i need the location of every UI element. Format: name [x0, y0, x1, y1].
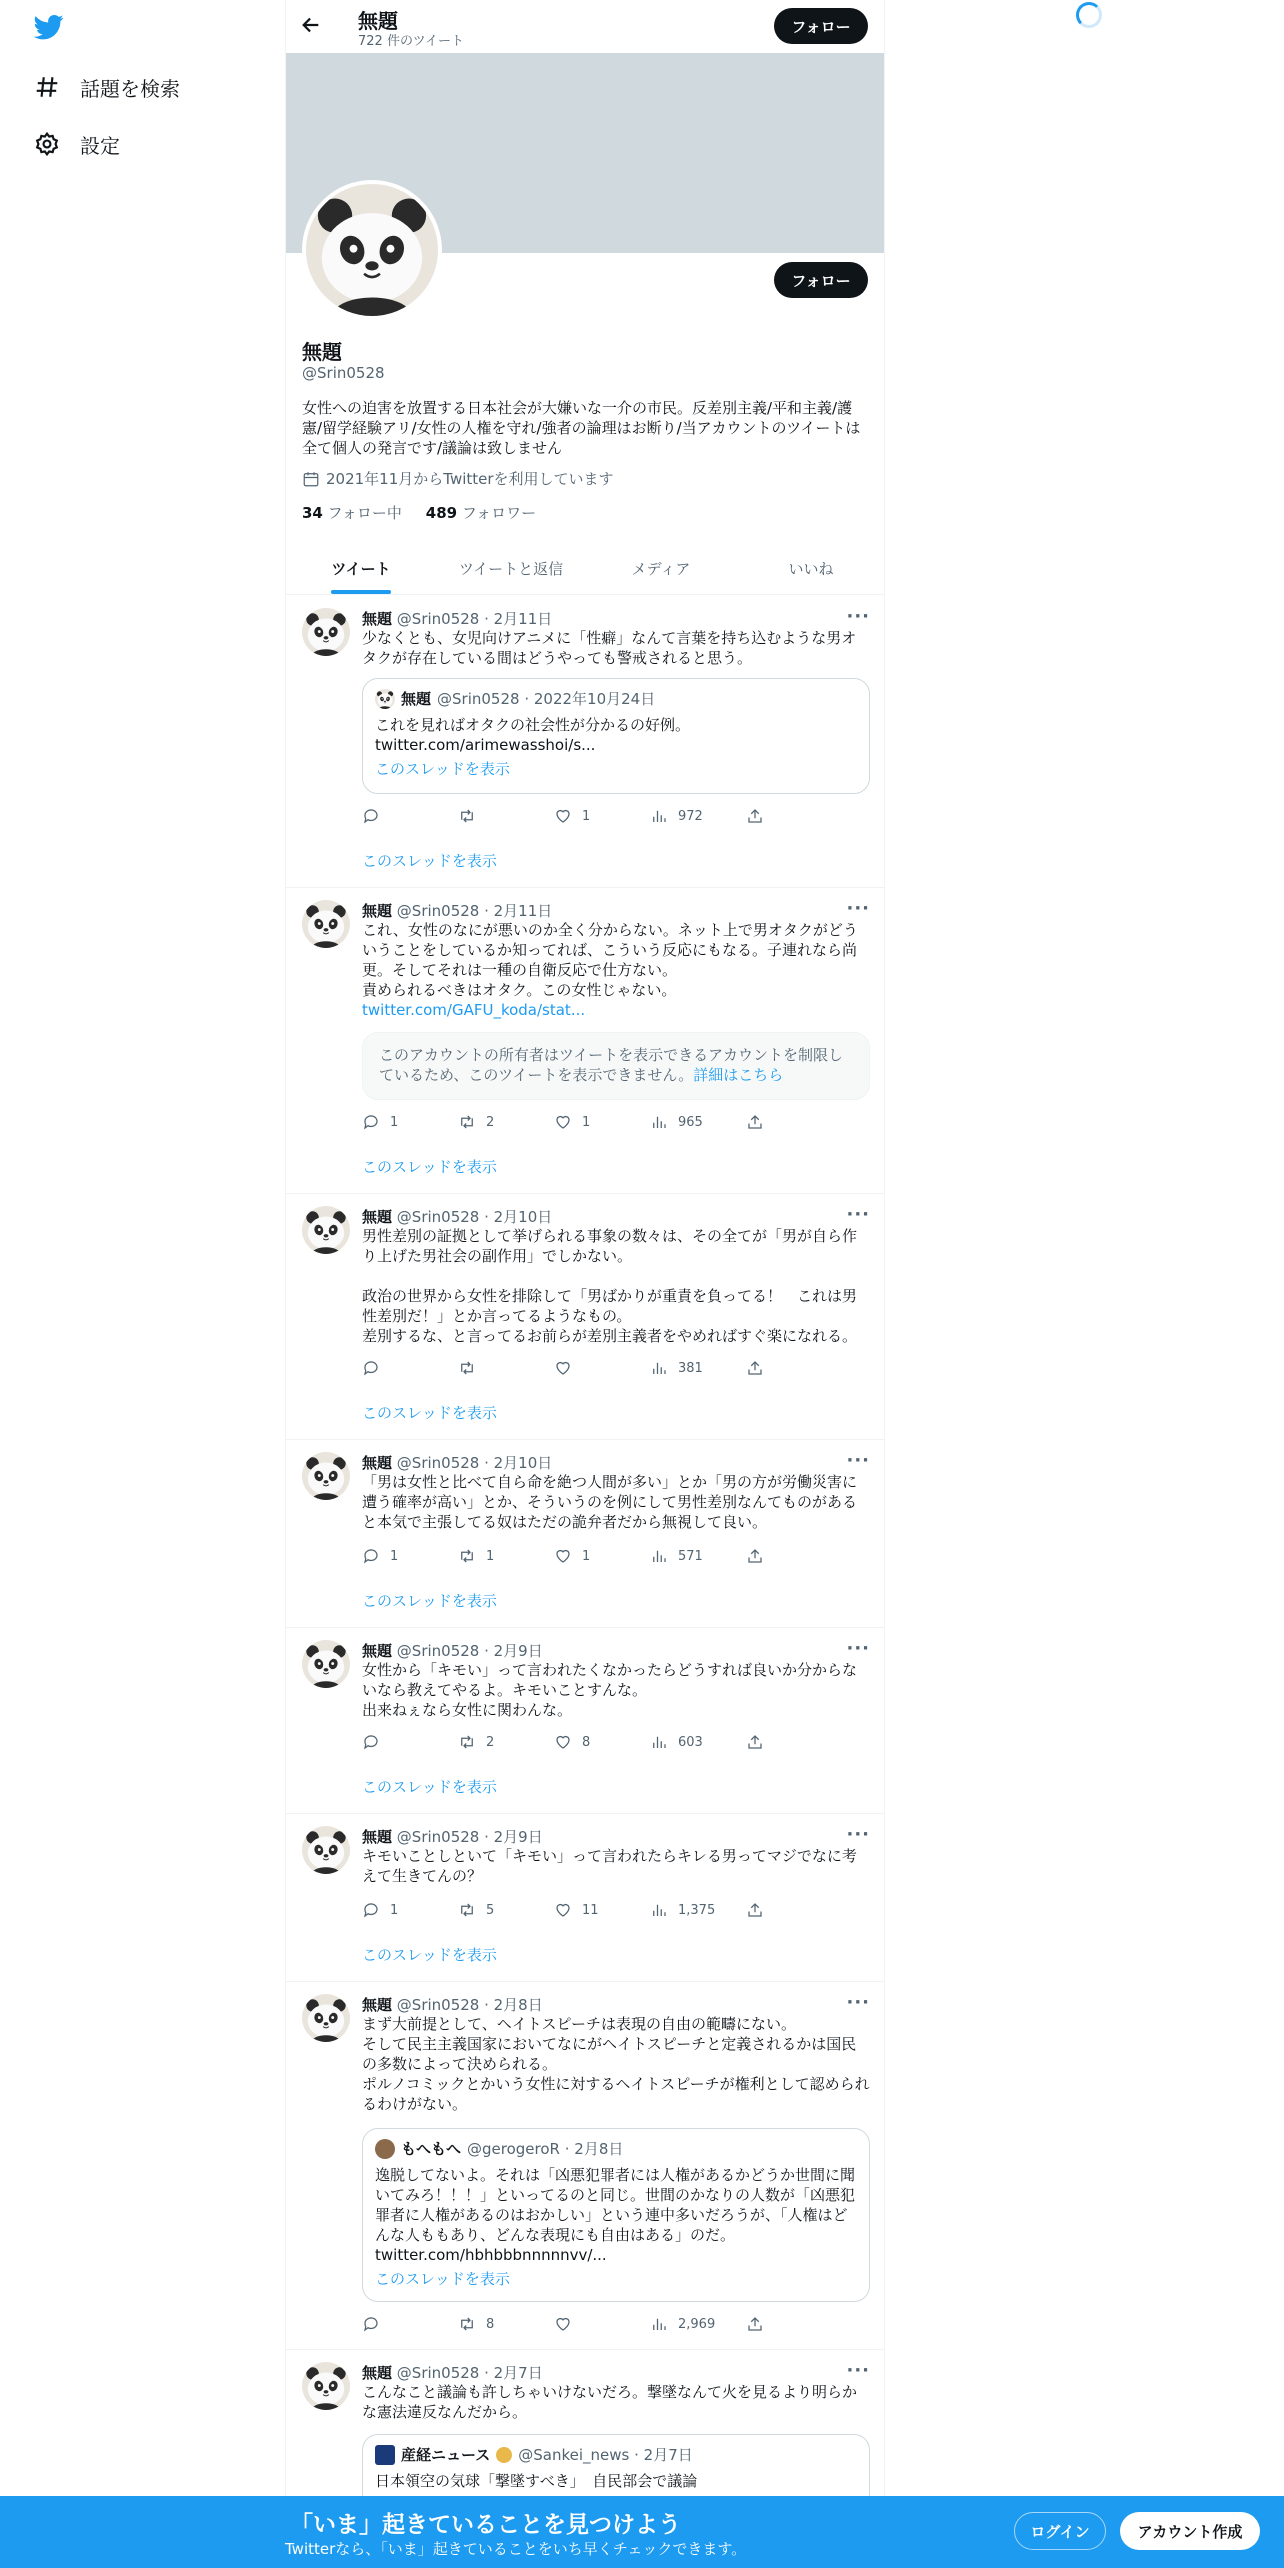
- view-count: 2,969: [678, 2316, 716, 2332]
- signup-bottom-bar: [0, 2496, 1284, 2568]
- views-chart-icon: [650, 1113, 668, 1131]
- views-chart-icon: [650, 1547, 668, 1565]
- share-button[interactable]: [746, 1358, 764, 1378]
- heart-icon: [554, 1547, 572, 1565]
- tweet-header: [362, 1826, 543, 1847]
- tweet-meta[interactable]: @Srin0528 · 2月11日: [396, 610, 553, 628]
- follow-button[interactable]: フォロー: [774, 262, 868, 298]
- retweet-button[interactable]: [458, 2314, 554, 2334]
- tweet-author[interactable]: 無題: [362, 902, 393, 920]
- show-thread-link[interactable]: このスレッドを表示: [362, 1778, 497, 1796]
- reply-icon: [362, 1113, 380, 1131]
- like-button[interactable]: [554, 806, 650, 826]
- views-button[interactable]: [650, 1112, 746, 1132]
- header-tweet-count: 722 件のツイート: [358, 34, 465, 49]
- panda-avatar-image: [302, 1452, 350, 1500]
- quote-header: [375, 689, 857, 709]
- like-count: 11: [582, 1902, 599, 1918]
- views-button[interactable]: [650, 806, 746, 826]
- reply-button[interactable]: [362, 1900, 458, 1920]
- views-chart-icon: [650, 2315, 668, 2333]
- share-icon: [746, 807, 764, 825]
- tweet-avatar[interactable]: [302, 1206, 350, 1254]
- tab-likes[interactable]: いいね: [788, 559, 834, 578]
- tweet-actions: [362, 806, 792, 826]
- tweet-avatar[interactable]: [302, 1994, 350, 2042]
- tweet-author[interactable]: 無題: [362, 2364, 393, 2382]
- tab-tweets[interactable]: ツイート: [286, 542, 436, 594]
- tweet-avatar[interactable]: [302, 608, 350, 656]
- reply-button[interactable]: [362, 1546, 458, 1566]
- more-icon[interactable]: ···: [846, 1992, 870, 2013]
- panda-avatar-image: [306, 184, 438, 316]
- retweet-count: 5: [486, 1902, 495, 1918]
- loading-spinner: [1076, 2, 1102, 28]
- tweet-text: 「男は女性と比べて自ら命を絶つ人間が多い」とか「男の方が労働災害に遭う確率が高い」とか、そういうのを例にして男性差別なんてものがあると本気で主張してる奴はただの詭弁者だから無視して良い。: [362, 1473, 858, 1531]
- panda-avatar-image: [302, 1826, 350, 1874]
- retweet-icon: [458, 2315, 476, 2333]
- followers-label: フォロワー: [461, 504, 537, 522]
- tweet[interactable]: [286, 1628, 885, 1814]
- tweet-text-body: これ、女性のなにが悪いのか全く分からない。ネット上で男オタクがどういうことをしているか知ってれば、こういう反応にもなる。子連れなら尚更。そしてそれは一種の自衛反応で仕方ない。 責められるべきはオタク。この女性じゃない。: [362, 921, 858, 999]
- share-icon: [746, 2315, 764, 2333]
- retweet-button[interactable]: [458, 806, 554, 826]
- share-icon: [746, 1733, 764, 1751]
- nav-explore-label: 話題を検索: [80, 76, 180, 101]
- views-chart-icon: [650, 1901, 668, 1919]
- tweet-header: [362, 1452, 552, 1473]
- tweet-meta[interactable]: @Srin0528 · 2月7日: [396, 2364, 543, 2382]
- share-button[interactable]: [746, 806, 764, 826]
- reply-icon: [362, 1547, 380, 1565]
- tweet-header: [362, 1640, 543, 1661]
- quote-show-thread[interactable]: このスレッドを表示: [375, 760, 510, 778]
- heart-icon: [554, 2315, 572, 2333]
- quote-author: 産経ニュース: [401, 2446, 491, 2464]
- followers-count: 489: [425, 504, 458, 522]
- tweet-actions: [362, 1900, 792, 1920]
- views-button[interactable]: [650, 1358, 746, 1378]
- profile-joined: [302, 468, 614, 489]
- following-link[interactable]: [302, 504, 402, 522]
- quote-text: 逸脱してないよ。それは「凶悪犯罪者には人権があるかどうか世間に聞いてみろ！！！」といってるのと同じ。世間のかなりの人数が「凶悪犯罪者に人権があるのはおかしい」という連中多いだろうが、「人権はどんな人ももあり、どんな表現にも自由はある」のだ。: [375, 2166, 856, 2244]
- tweet-author[interactable]: 無題: [362, 1642, 393, 1660]
- quote-meta: @gerogeroR · 2月8日: [467, 2140, 624, 2158]
- tweet-meta[interactable]: @Srin0528 · 2月9日: [396, 1828, 543, 1846]
- panda-avatar-image: [302, 900, 350, 948]
- view-count: 972: [678, 808, 703, 824]
- profile-avatar[interactable]: [302, 180, 442, 320]
- quote-show-thread[interactable]: このスレッドを表示: [375, 2270, 510, 2288]
- bottom-bar-title: 「いま」起きていることを見つけよう: [290, 2512, 681, 2538]
- tweet[interactable]: [286, 1194, 885, 1440]
- like-count: 1: [582, 808, 591, 824]
- following-label: フォロー中: [327, 504, 402, 522]
- retweet-icon: [458, 1547, 476, 1565]
- profile-handle: @Srin0528: [302, 364, 385, 382]
- tweet-meta[interactable]: @Srin0528 · 2月11日: [396, 902, 553, 920]
- nav-settings[interactable]: [34, 124, 120, 164]
- show-thread-link[interactable]: このスレッドを表示: [362, 852, 497, 870]
- like-count: 8: [582, 1734, 591, 1750]
- share-button[interactable]: [746, 1112, 764, 1132]
- tweet-header: [362, 608, 552, 629]
- heart-icon: [554, 1733, 572, 1751]
- tweet-header: [362, 1994, 543, 2015]
- tweet-avatar[interactable]: [302, 1452, 350, 1500]
- view-count: 571: [678, 1548, 703, 1564]
- more-icon[interactable]: ···: [846, 2360, 870, 2381]
- like-count: 1: [582, 1114, 591, 1130]
- tweet-text: こんなこと議論も許しちゃいけないだろ。撃墜なんて火を見るより明らかな憲法違反なんだから。: [362, 2383, 858, 2421]
- tweet-author[interactable]: 無題: [362, 1208, 393, 1226]
- more-icon[interactable]: ···: [846, 1450, 870, 1471]
- bottom-bar-subtitle: Twitterなら、「いま」起きていることをいち早くチェックできます。: [285, 2540, 747, 2558]
- quote-avatar: [375, 2139, 395, 2159]
- twitter-logo-icon[interactable]: [32, 12, 66, 42]
- profile-column: [285, 0, 885, 2568]
- show-thread-link[interactable]: このスレッドを表示: [362, 1592, 497, 1610]
- tweet-author[interactable]: 無題: [362, 1828, 393, 1846]
- tweet-text: キモいことしといて「キモい」って言われたらキレる男ってマジでなに考えて生きてんの？: [362, 1847, 857, 1885]
- retweet-icon: [458, 807, 476, 825]
- views-chart-icon: [650, 1359, 668, 1377]
- tweet-text: 女性から「キモい」って言われたくなかったらどうすれば良いか分からないなら教えてやるよ。キモいことすんな。 出来ねぇなら女性に関わんな。: [362, 1661, 858, 1719]
- view-count: 965: [678, 1114, 703, 1130]
- restricted-tweet-notice: [362, 1032, 870, 1100]
- views-button[interactable]: [650, 2314, 746, 2334]
- quoted-tweet[interactable]: [362, 678, 870, 794]
- tweet-actions: [362, 1112, 792, 1132]
- views-chart-icon: [650, 1733, 668, 1751]
- tweet-actions: [362, 1358, 792, 1378]
- like-button[interactable]: [554, 1358, 650, 1378]
- tweet-meta[interactable]: @Srin0528 · 2月10日: [396, 1454, 553, 1472]
- back-button[interactable]: [300, 14, 326, 40]
- tab-media[interactable]: メディア: [631, 559, 691, 578]
- panda-avatar-image: [302, 1994, 350, 2042]
- tweet-avatar[interactable]: [302, 900, 350, 948]
- retweet-icon: [458, 1901, 476, 1919]
- quote-header: [375, 2139, 857, 2159]
- follow-stats: [302, 502, 536, 523]
- panda-avatar-image: [302, 1206, 350, 1254]
- retweet-icon: [458, 1113, 476, 1131]
- panda-avatar-image: [302, 608, 350, 656]
- reply-count: 1: [390, 1902, 399, 1918]
- reply-button[interactable]: [362, 1732, 458, 1752]
- retweet-button[interactable]: [458, 1546, 554, 1566]
- profile-header-bar: [286, 0, 885, 53]
- quote-author: もへもへ: [401, 2140, 462, 2158]
- heart-icon: [554, 1113, 572, 1131]
- tweet[interactable]: [286, 1814, 885, 1982]
- share-button[interactable]: [746, 2314, 764, 2334]
- tweet-author[interactable]: 無題: [362, 1454, 393, 1472]
- panda-avatar-image: [302, 2362, 350, 2410]
- gear-icon: [34, 131, 60, 157]
- tweet-link[interactable]: twitter.com/GAFU_koda/stat...: [362, 1001, 586, 1019]
- show-thread-link[interactable]: このスレッドを表示: [362, 1158, 497, 1176]
- tweet-meta[interactable]: @Srin0528 · 2月8日: [396, 1996, 543, 2014]
- share-icon: [746, 1359, 764, 1377]
- views-button[interactable]: [650, 1546, 746, 1566]
- like-count: 1: [582, 1548, 591, 1564]
- calendar-icon: [302, 470, 320, 488]
- tweet-actions: [362, 1732, 792, 1752]
- reply-icon: [362, 2315, 380, 2333]
- quote-header: [375, 2445, 857, 2465]
- tweet-author[interactable]: 無題: [362, 610, 393, 628]
- tweet-avatar[interactable]: [302, 1826, 350, 1874]
- share-icon: [746, 1113, 764, 1131]
- show-thread-link[interactable]: このスレッドを表示: [362, 1404, 497, 1422]
- quote-avatar: [375, 689, 395, 709]
- restricted-text: このアカウントの所有者はツイートを表示できるアカウントを制限しているため、このツイートを表示できません。: [379, 1046, 843, 1084]
- profile-joined-text: 2021年11月からTwitterを利用しています: [326, 470, 614, 488]
- tweet[interactable]: [286, 596, 885, 888]
- views-button[interactable]: [650, 1732, 746, 1752]
- share-icon: [746, 1901, 764, 1919]
- quote-link[interactable]: twitter.com/hbhbbbnnnnnvv/...: [375, 2246, 607, 2264]
- more-icon[interactable]: ···: [846, 898, 870, 919]
- reply-count: 1: [390, 1114, 399, 1130]
- reply-button[interactable]: [362, 2314, 458, 2334]
- retweet-count: 2: [486, 1734, 495, 1750]
- verified-badge-icon: [496, 2447, 512, 2463]
- tweet-author[interactable]: 無題: [362, 1996, 393, 2014]
- share-button[interactable]: [746, 1546, 764, 1566]
- like-button[interactable]: [554, 1546, 650, 1566]
- share-button[interactable]: [746, 1900, 764, 1920]
- tweet[interactable]: [286, 1440, 885, 1628]
- retweet-button[interactable]: [458, 1900, 554, 1920]
- retweet-icon: [458, 1733, 476, 1751]
- login-button[interactable]: ログイン: [1014, 2512, 1106, 2550]
- retweet-icon: [458, 1359, 476, 1377]
- quote-meta: @Sankei_news · 2月7日: [518, 2446, 693, 2464]
- panda-avatar-image: [375, 689, 395, 709]
- tweet[interactable]: [286, 1982, 885, 2350]
- profile-name: 無題: [302, 340, 342, 364]
- hashtag-icon: [34, 74, 60, 100]
- tweet-text: まず大前提として、ヘイトスピーチは表現の自由の範疇にない。 そして民主主義国家においてなにがヘイトスピーチと定義されるかは国民の多数によって決められる。 ポルノコミックとかいう女性に対するヘイトスピーチが権利として認められるわけがない。: [362, 2015, 870, 2113]
- heart-icon: [554, 1359, 572, 1377]
- quoted-tweet[interactable]: [362, 2128, 870, 2302]
- quote-link[interactable]: twitter.com/arimewasshoi/s...: [375, 736, 596, 754]
- view-count: 381: [678, 1360, 703, 1376]
- sankei-logo-icon: [375, 2445, 395, 2465]
- tweet-actions: [362, 2314, 792, 2334]
- nav-explore[interactable]: [34, 67, 180, 107]
- retweet-count: 8: [486, 2316, 495, 2332]
- tweet-avatar[interactable]: [302, 1640, 350, 1688]
- views-chart-icon: [650, 807, 668, 825]
- like-button[interactable]: [554, 1732, 650, 1752]
- more-icon[interactable]: ···: [846, 1638, 870, 1659]
- reply-icon: [362, 807, 380, 825]
- reply-count: 1: [390, 1548, 399, 1564]
- quote-author: 無題: [401, 690, 432, 708]
- reply-button[interactable]: [362, 806, 458, 826]
- more-icon[interactable]: ···: [846, 1824, 870, 1845]
- like-button[interactable]: [554, 1900, 650, 1920]
- quote-text: 日本領空の気球「撃墜すべき」 自民部会で議論: [375, 2472, 698, 2490]
- retweet-count: 1: [486, 1548, 495, 1564]
- retweet-button[interactable]: [458, 1732, 554, 1752]
- followers-link[interactable]: [426, 504, 536, 522]
- view-count: 603: [678, 1734, 703, 1750]
- panda-avatar-image: [302, 1640, 350, 1688]
- quote-meta: @Srin0528 · 2022年10月24日: [437, 690, 656, 708]
- tweet-text: 男性差別の証拠として挙げられる事象の数々は、その全てが「男が自ら作り上げた男社会の副作用」でしかない。 政治の世界から女性を排除して「男ばかりが重責を負ってる！ これは男性差別だ！」とか言ってるようなもの。 差別するな、と言ってるお前らが差別主義者をやめればすぐ楽になれる。: [362, 1227, 858, 1345]
- learn-more-link[interactable]: 詳細はこちら: [693, 1066, 784, 1084]
- tweet-header: [362, 2362, 543, 2383]
- tweet-text: 少なくとも、女児向けアニメに「性癖」なんて言葉を持ち込むような男オタクが存在している間はどうやっても警戒されると思う。: [362, 629, 857, 667]
- share-icon: [746, 1547, 764, 1565]
- following-count: 34: [302, 504, 323, 522]
- reply-icon: [362, 1901, 380, 1919]
- view-count: 1,375: [678, 1902, 716, 1918]
- reply-button[interactable]: [362, 1358, 458, 1378]
- more-icon[interactable]: ···: [846, 606, 870, 627]
- reply-icon: [362, 1733, 380, 1751]
- tab-tweets-and-replies[interactable]: ツイートと返信: [458, 559, 564, 578]
- retweet-button[interactable]: [458, 1112, 554, 1132]
- arrow-left-icon: [300, 14, 322, 36]
- profile-bio: 女性への迫害を放置する日本社会が大嫌いな一介の市民。反差別主義/平和主義/護憲/留学経験アリ/女性の人権を守れ/強者の論理はお断り/当アカウントのツイートは全て個人の発言です/議論は致しません: [302, 399, 861, 457]
- show-thread-link[interactable]: このスレッドを表示: [362, 1946, 497, 1964]
- views-button[interactable]: [650, 1900, 746, 1920]
- nav-settings-label: 設定: [80, 133, 120, 158]
- reply-button[interactable]: [362, 1112, 458, 1132]
- retweet-count: 2: [486, 1114, 495, 1130]
- tweet-avatar[interactable]: [302, 2362, 350, 2410]
- tweet-header: [362, 1206, 552, 1227]
- header-name: 無題: [358, 9, 398, 33]
- like-button[interactable]: [554, 2314, 650, 2334]
- profile-tabs: [286, 542, 885, 595]
- tweet-text: [362, 920, 870, 1020]
- more-icon[interactable]: ···: [846, 1204, 870, 1225]
- like-button[interactable]: [554, 1112, 650, 1132]
- heart-icon: [554, 807, 572, 825]
- tweet[interactable]: [286, 888, 885, 1194]
- reply-icon: [362, 1359, 380, 1377]
- quote-text: これを見ればオタクの社会性が分かるの好例。: [375, 716, 691, 734]
- tweet-meta[interactable]: @Srin0528 · 2月10日: [396, 1208, 553, 1226]
- tweet-header: [362, 900, 552, 921]
- share-button[interactable]: [746, 1732, 764, 1752]
- tweet-meta[interactable]: @Srin0528 · 2月9日: [396, 1642, 543, 1660]
- retweet-button[interactable]: [458, 1358, 554, 1378]
- heart-icon: [554, 1901, 572, 1919]
- header-follow-button[interactable]: フォロー: [774, 8, 868, 44]
- signup-button[interactable]: アカウント作成: [1120, 2512, 1260, 2550]
- tweet-actions: [362, 1546, 792, 1566]
